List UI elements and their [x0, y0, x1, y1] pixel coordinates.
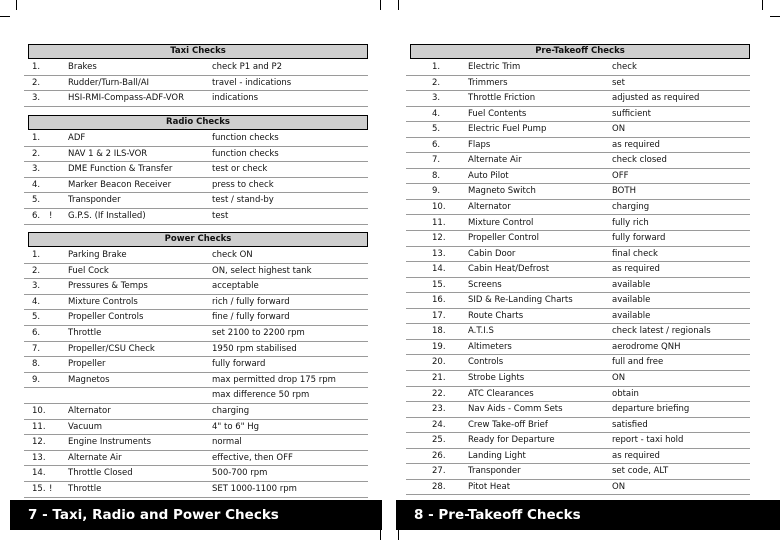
- checklist-row: [24, 451, 368, 467]
- item-number: 23.: [432, 404, 446, 415]
- checklist-row: [406, 433, 750, 449]
- checklist-row: [406, 309, 750, 325]
- item-action: report - taxi hold: [612, 435, 684, 446]
- item-number: 26.: [432, 450, 446, 461]
- item-name: Auto Pilot: [468, 170, 509, 181]
- checklist-row: [24, 373, 368, 389]
- item-number: 14.: [432, 264, 446, 275]
- item-action: indications: [212, 93, 259, 104]
- item-action: as required: [612, 139, 660, 150]
- item-action: test: [212, 211, 229, 221]
- item-name: Alternate Air: [468, 155, 522, 166]
- item-name: Altimeters: [468, 341, 512, 352]
- item-action: BOTH: [612, 186, 636, 197]
- item-action: function checks: [212, 148, 279, 159]
- item-action: satisfied: [612, 419, 648, 430]
- item-number: 2.: [32, 265, 41, 276]
- item-number: 10.: [432, 201, 446, 212]
- item-number: 13.: [432, 248, 446, 259]
- item-name: NAV 1 & 2 ILS-VOR: [68, 148, 148, 159]
- checklist-row: [24, 404, 368, 420]
- item-name: Throttle Closed: [68, 468, 133, 479]
- item-name: Landing Light: [468, 450, 526, 461]
- checklist-row: [406, 371, 750, 387]
- item-number: 11.: [432, 217, 446, 228]
- checklist-row: [24, 279, 368, 295]
- checklist-row: [24, 482, 368, 498]
- crop-mark: [770, 16, 780, 17]
- item-number: 3.: [32, 281, 41, 292]
- item-number: 3.: [32, 93, 41, 104]
- crop-mark: [762, 0, 763, 10]
- item-action: acceptable: [212, 281, 259, 292]
- item-number: 1.: [32, 62, 41, 72]
- item-number: 25.: [432, 435, 446, 446]
- item-name: A.T.I.S: [468, 326, 494, 337]
- item-action: sufficient: [612, 108, 652, 119]
- checklist-row: [406, 153, 750, 169]
- item-action: fully forward: [612, 233, 666, 244]
- item-number: 8.: [32, 359, 41, 370]
- item-action: max difference 50 rpm: [212, 390, 310, 401]
- checklist-row: [24, 295, 368, 311]
- item-action: 1950 rpm stabilised: [212, 343, 297, 354]
- warning-mark: !: [49, 211, 53, 221]
- item-number: 2.: [32, 77, 41, 88]
- checklist-row: [24, 420, 368, 436]
- item-action: 4" to 6" Hg: [212, 421, 260, 432]
- item-name: Pressures & Temps: [68, 281, 148, 292]
- item-action: check: [612, 62, 637, 72]
- item-name: Parking Brake: [68, 250, 127, 260]
- item-action: set code, ALT: [612, 466, 669, 477]
- item-action: set 2100 to 2200 rpm: [212, 328, 305, 338]
- item-number: 15.: [32, 484, 46, 494]
- checklist-row: [406, 138, 750, 154]
- checklist-row: [406, 355, 750, 371]
- item-name: Cabin Door: [468, 248, 516, 259]
- checklist-row: [406, 91, 750, 107]
- checklist-row: [406, 278, 750, 294]
- page-footer-title: 7 - Taxi, Radio and Power Checks: [10, 500, 382, 530]
- checklist-row: [406, 216, 750, 232]
- checklist-row: [24, 131, 368, 147]
- item-action: ON: [612, 124, 626, 135]
- checklist-row: [406, 480, 750, 496]
- section-header: Power Checks: [28, 232, 368, 247]
- item-name: Marker Beacon Receiver: [68, 179, 172, 190]
- checklist-row: [406, 231, 750, 247]
- checklist-row: [406, 184, 750, 200]
- item-name: ATC Clearances: [468, 388, 534, 399]
- item-name: Propeller Control: [468, 233, 539, 244]
- item-number: 12.: [32, 437, 46, 448]
- section-header: Pre-Takeoff Checks: [410, 44, 750, 59]
- checklist-row: [24, 147, 368, 163]
- crop-mark: [16, 0, 17, 10]
- checklist-row: [24, 178, 368, 194]
- checklist-row: [406, 293, 750, 309]
- item-action: available: [612, 279, 651, 290]
- item-action: normal: [212, 437, 242, 448]
- item-name: HSI-RMI-Compass-ADF-VOR: [68, 93, 185, 104]
- item-number: 5.: [32, 195, 41, 206]
- item-number: 24.: [432, 419, 446, 430]
- item-name: Throttle: [68, 484, 102, 494]
- item-name: Trimmers: [468, 77, 508, 88]
- item-number: 5.: [432, 124, 441, 135]
- item-number: 28.: [432, 481, 446, 492]
- checklist-row: [24, 342, 368, 358]
- item-number: 7.: [432, 155, 441, 166]
- item-action: ON: [612, 481, 626, 492]
- item-name: Electric Fuel Pump: [468, 124, 547, 135]
- checklist-row: [24, 264, 368, 280]
- checklist-row: [406, 324, 750, 340]
- item-action: check closed: [612, 155, 667, 166]
- checklist-row: [406, 200, 750, 216]
- item-action: ON: [612, 373, 626, 383]
- item-name: ADF: [68, 133, 86, 143]
- item-action: press to check: [212, 179, 274, 190]
- item-name: Magneto Switch: [468, 186, 536, 197]
- checklist-row: [406, 262, 750, 278]
- item-action: obtain: [612, 388, 639, 399]
- item-name: Magnetos: [68, 374, 110, 385]
- item-name: Propeller/CSU Check: [68, 343, 155, 354]
- checklist-row: [406, 60, 750, 76]
- item-name: Propeller: [68, 359, 106, 370]
- item-name: SID & Re-Landing Charts: [468, 295, 573, 306]
- checklist-row: [406, 418, 750, 434]
- item-number: 9.: [32, 374, 41, 385]
- item-action: final check: [612, 248, 658, 259]
- item-number: 6.: [32, 328, 41, 338]
- crop-mark: [398, 0, 399, 10]
- item-name: DME Function & Transfer: [68, 164, 173, 175]
- item-name: Mixture Control: [468, 217, 534, 228]
- item-number: 3.: [32, 164, 41, 175]
- item-number: 4.: [432, 108, 441, 119]
- checklist-row: [24, 388, 368, 404]
- item-name: Fuel Contents: [468, 108, 527, 119]
- item-number: 1.: [432, 62, 441, 72]
- item-action: ON, select highest tank: [212, 265, 312, 276]
- checklist-row: [24, 310, 368, 326]
- item-action: set: [612, 77, 625, 88]
- item-number: 19.: [432, 341, 446, 352]
- checklist-row: [24, 248, 368, 264]
- item-name: Rudder/Turn-Ball/AI: [68, 77, 150, 88]
- crop-mark: [380, 530, 381, 540]
- item-number: 14.: [32, 468, 46, 479]
- item-number: 4.: [32, 296, 41, 307]
- item-action: fine / fully forward: [212, 312, 290, 323]
- item-action: SET 1000-1100 rpm: [212, 484, 297, 494]
- item-number: 17.: [432, 310, 446, 321]
- item-action: effective, then OFF: [212, 452, 293, 463]
- checklist-row: [24, 326, 368, 342]
- item-action: check latest / regionals: [612, 326, 711, 337]
- item-name: Transponder: [468, 466, 521, 477]
- item-name: Strobe Lights: [468, 373, 525, 383]
- item-number: 6.: [32, 211, 41, 221]
- item-name: Crew Take-off Brief: [468, 419, 548, 430]
- checklist-row: [406, 122, 750, 138]
- item-number: 1.: [32, 250, 41, 260]
- checklist-row: [24, 193, 368, 209]
- item-name: Route Charts: [468, 310, 524, 321]
- item-number: 8.: [432, 170, 441, 181]
- item-action: fully forward: [212, 359, 266, 370]
- checklist-row: [406, 76, 750, 92]
- checklist-row: [24, 209, 368, 225]
- item-number: 2.: [32, 148, 41, 159]
- item-number: 15.: [432, 279, 446, 290]
- item-number: 5.: [32, 312, 41, 323]
- section-header: Taxi Checks: [28, 44, 368, 59]
- item-action: available: [612, 295, 651, 306]
- crop-mark: [398, 530, 399, 540]
- checklist-row: [406, 340, 750, 356]
- item-number: 2.: [432, 77, 441, 88]
- item-number: 11.: [32, 421, 46, 432]
- item-action: adjusted as required: [612, 93, 700, 104]
- item-name: Alternator: [68, 406, 111, 416]
- item-name: Alternator: [468, 201, 511, 212]
- item-action: max permitted drop 175 rpm: [212, 374, 336, 385]
- page-footer-title: 8 - Pre-Takeoff Checks: [396, 500, 780, 530]
- item-name: Vacuum: [68, 421, 103, 432]
- crop-mark: [380, 0, 381, 10]
- item-action: available: [612, 310, 651, 321]
- checklist-row: [406, 402, 750, 418]
- item-number: 16.: [432, 295, 446, 306]
- item-name: Mixture Controls: [68, 296, 138, 307]
- item-number: 4.: [32, 179, 41, 190]
- item-action: test or check: [212, 164, 268, 175]
- item-number: 7.: [32, 343, 41, 354]
- item-number: 22.: [432, 388, 446, 399]
- item-name: Fuel Cock: [68, 265, 109, 276]
- item-action: check ON: [212, 250, 253, 260]
- item-action: aerodrome QNH: [612, 341, 681, 352]
- item-action: charging: [212, 406, 250, 416]
- checklist-row: [406, 169, 750, 185]
- item-name: Controls: [468, 357, 504, 368]
- item-name: Screens: [468, 279, 502, 290]
- item-number: 1.: [32, 133, 41, 143]
- item-number: 20.: [432, 357, 446, 368]
- item-name: Cabin Heat/Defrost: [468, 264, 550, 275]
- checklist-row: [406, 247, 750, 263]
- item-number: 18.: [432, 326, 446, 337]
- checklist-row: [24, 76, 368, 92]
- item-name: Electric Trim: [468, 62, 521, 72]
- section-header: Radio Checks: [28, 115, 368, 130]
- item-action: OFF: [612, 170, 629, 181]
- item-action: rich / fully forward: [212, 296, 290, 307]
- checklist-row: [24, 91, 368, 107]
- checklist-row: [406, 449, 750, 465]
- item-name: Nav Aids - Comm Sets: [468, 404, 563, 415]
- item-action: test / stand-by: [212, 195, 274, 206]
- item-number: 3.: [432, 93, 441, 104]
- item-action: check P1 and P2: [212, 62, 283, 72]
- crop-mark: [0, 16, 10, 17]
- item-number: 10.: [32, 406, 46, 416]
- checklist-row: [24, 357, 368, 373]
- item-action: full and free: [612, 357, 664, 368]
- item-action: 500-700 rpm: [212, 468, 268, 479]
- checklist-row: [24, 466, 368, 482]
- item-action: departure briefing: [612, 404, 690, 415]
- checklist-row: [24, 60, 368, 76]
- item-name: Throttle Friction: [468, 93, 536, 104]
- item-number: 6.: [432, 139, 441, 150]
- checklist-row: [24, 162, 368, 178]
- item-number: 12.: [432, 233, 446, 244]
- item-action: as required: [612, 264, 660, 275]
- item-number: 21.: [432, 373, 446, 383]
- item-action: charging: [612, 201, 650, 212]
- item-number: 9.: [432, 186, 441, 197]
- warning-mark: !: [49, 484, 53, 494]
- item-name: Transponder: [68, 195, 121, 206]
- item-name: Ready for Departure: [468, 435, 555, 446]
- item-action: fully rich: [612, 217, 649, 228]
- checklist-row: [24, 435, 368, 451]
- item-action: function checks: [212, 133, 279, 143]
- item-action: as required: [612, 450, 660, 461]
- item-name: Brakes: [68, 62, 97, 72]
- checklist-row: [406, 387, 750, 403]
- item-name: G.P.S. (If Installed): [68, 211, 146, 221]
- checklist-row: [406, 464, 750, 480]
- item-number: 27.: [432, 466, 446, 477]
- item-name: Alternate Air: [68, 452, 122, 463]
- item-name: Pitot Heat: [468, 481, 511, 492]
- item-name: Engine Instruments: [68, 437, 152, 448]
- item-name: Flaps: [468, 139, 491, 150]
- checklist-row: [406, 107, 750, 123]
- item-name: Throttle: [68, 328, 102, 338]
- item-name: Propeller Controls: [68, 312, 144, 323]
- item-number: 13.: [32, 452, 46, 463]
- item-action: travel - indications: [212, 77, 292, 88]
